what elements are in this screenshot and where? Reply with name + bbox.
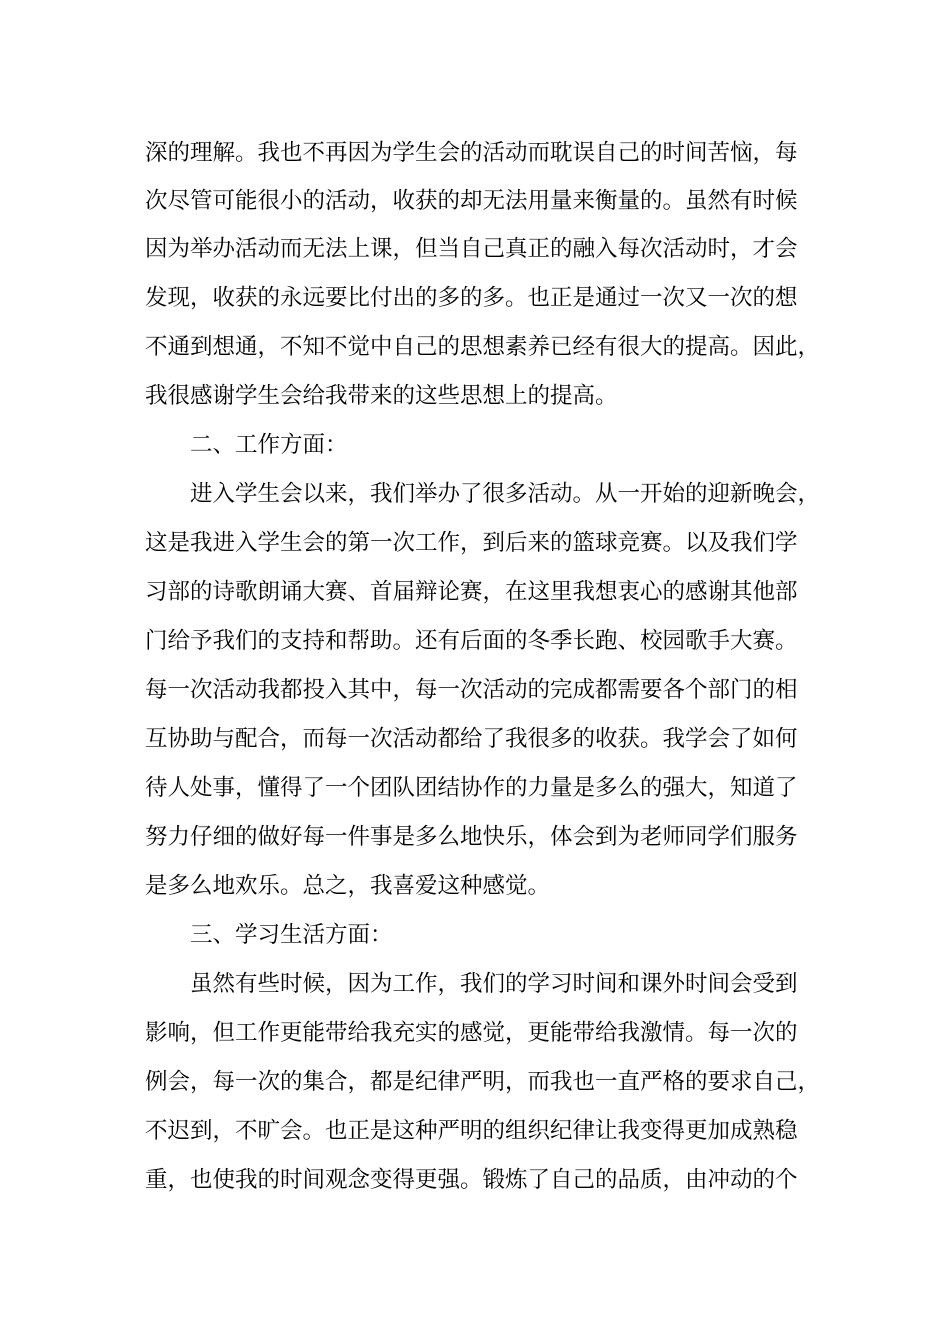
text-line: 习部的诗歌朗诵大赛、首届辩论赛，在这里我想衷心的感谢其他部	[145, 579, 798, 605]
text-line: 重，也使我的时间观念变得更强。锻炼了自己的品质，由冲动的个	[145, 1167, 798, 1193]
text-line: 待人处事，懂得了一个团队团结协作的力量是多么的强大，知道了	[145, 775, 798, 801]
text-line: 虽然有些时候，因为工作，我们的学习时间和课外时间会受到	[190, 971, 798, 997]
text-line: 深的理解。我也不再因为学生会的活动而耽误自己的时间苦恼，每	[145, 140, 798, 166]
text-line: 不迟到，不旷会。也正是这种严明的组织纪律让我变得更加成熟稳	[145, 1118, 798, 1144]
text-line: 努力仔细的做好每一件事是多么地快乐，体会到为老师同学们服务	[145, 824, 798, 850]
text-line: 我很感谢学生会给我带来的这些思想上的提高。	[145, 383, 618, 409]
section-heading: 二、工作方面：	[190, 432, 348, 458]
text-line: 例会，每一次的集合，都是纪律严明，而我也一直严格的要求自己，	[145, 1069, 821, 1095]
text-line: 互协助与配合，而每一次活动都给了我很多的收获。我学会了如何	[145, 726, 798, 752]
text-line: 每一次活动我都投入其中，每一次活动的完成都需要各个部门的相	[145, 677, 798, 703]
text-line: 这是我进入学生会的第一次工作，到后来的篮球竞赛。以及我们学	[145, 530, 798, 556]
text-line: 次尽管可能很小的活动，收获的却无法用量来衡量的。虽然有时候	[145, 188, 798, 214]
text-line: 不通到想通，不知不觉中自己的思想素养已经有很大的提高。因此，	[145, 334, 821, 360]
text-line: 是多么地欢乐。总之，我喜爱这种感觉。	[145, 873, 551, 899]
text-line: 发现，收获的永远要比付出的多的多。也正是通过一次又一次的想	[145, 285, 798, 311]
text-line: 因为举办活动而无法上课，但当自己真正的融入每次活动时，才会	[145, 236, 798, 262]
text-line: 影响，但工作更能带给我充实的感觉，更能带给我激情。每一次的	[145, 1020, 798, 1046]
text-line: 进入学生会以来，我们举办了很多活动。从一开始的迎新晚会，	[190, 481, 821, 507]
text-line: 门给予我们的支持和帮助。还有后面的冬季长跑、校园歌手大赛。	[145, 628, 798, 654]
section-heading: 三、学习生活方面：	[190, 922, 393, 948]
